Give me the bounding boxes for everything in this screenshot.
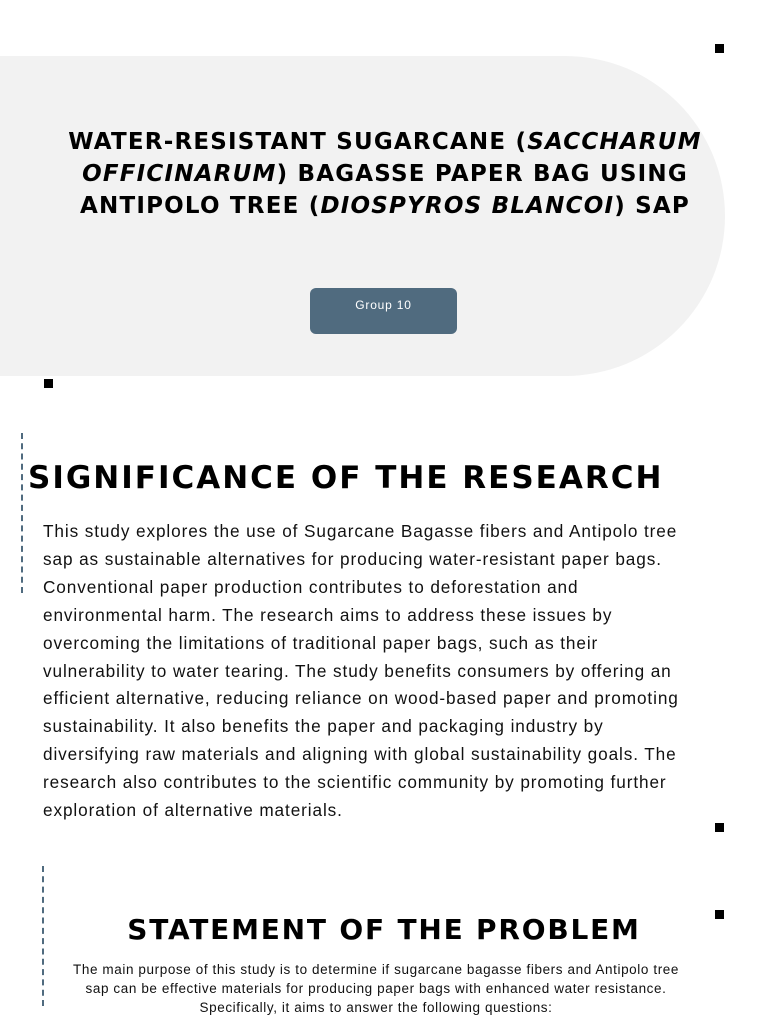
decor-square-left [44, 379, 53, 388]
decor-square-right-2 [715, 910, 724, 919]
significance-heading: SIGNIFICANCE OF THE RESEARCH [28, 460, 664, 496]
title-species-1: SACCHARUM OFFICINARUM [82, 129, 702, 187]
title-part-5: ) SAP [614, 193, 690, 219]
title-species-2: DIOSPYROS BLANCOI [320, 193, 615, 219]
significance-body: This study explores the use of Sugarcane Bagasse fibers and Antipolo tree sap as sustainable alternatives for producing water-resistant paper bags. Conventional paper production contributes to deforestation and environmental harm. The research aims to address these issues by overcoming the limitations of traditional paper bags, such as their vulnerability to water tearing. The study benefits consumers by offering an efficient alternative, reducing reliance on wood-based paper and promoting sustainability. It also benefits the paper and packaging industry by diversifying raw materials and aligning with global sustainability goals. The research also contributes to the scientific community by promoting further exploration of alternative materials. [43, 521, 679, 821]
problem-purpose: The main purpose of this study is to determine if sugarcane bagasse fibers and Antipolo tree sap can be effective materials for producing paper bags with enhanced water resistance. [72, 962, 680, 996]
problem-heading: STATEMENT OF THE PROBLEM [127, 913, 641, 946]
accent-dashed-line-1 [21, 433, 23, 593]
accent-dashed-line-2 [42, 866, 44, 1006]
document-title [40, 126, 730, 222]
title-part-3: ) BAGASSE PAPER BAG USING ANTIPOLO TREE ( [80, 161, 688, 219]
problem-specifically: Specifically, it aims to answer the following questions: [199, 1000, 553, 1015]
group-badge: Group 10 [310, 288, 457, 334]
decor-square-right-1 [715, 823, 724, 832]
problem-body [60, 960, 692, 1017]
title-part-1: WATER-RESISTANT SUGARCANE ( [68, 129, 528, 155]
decor-square-top-right [715, 44, 724, 53]
